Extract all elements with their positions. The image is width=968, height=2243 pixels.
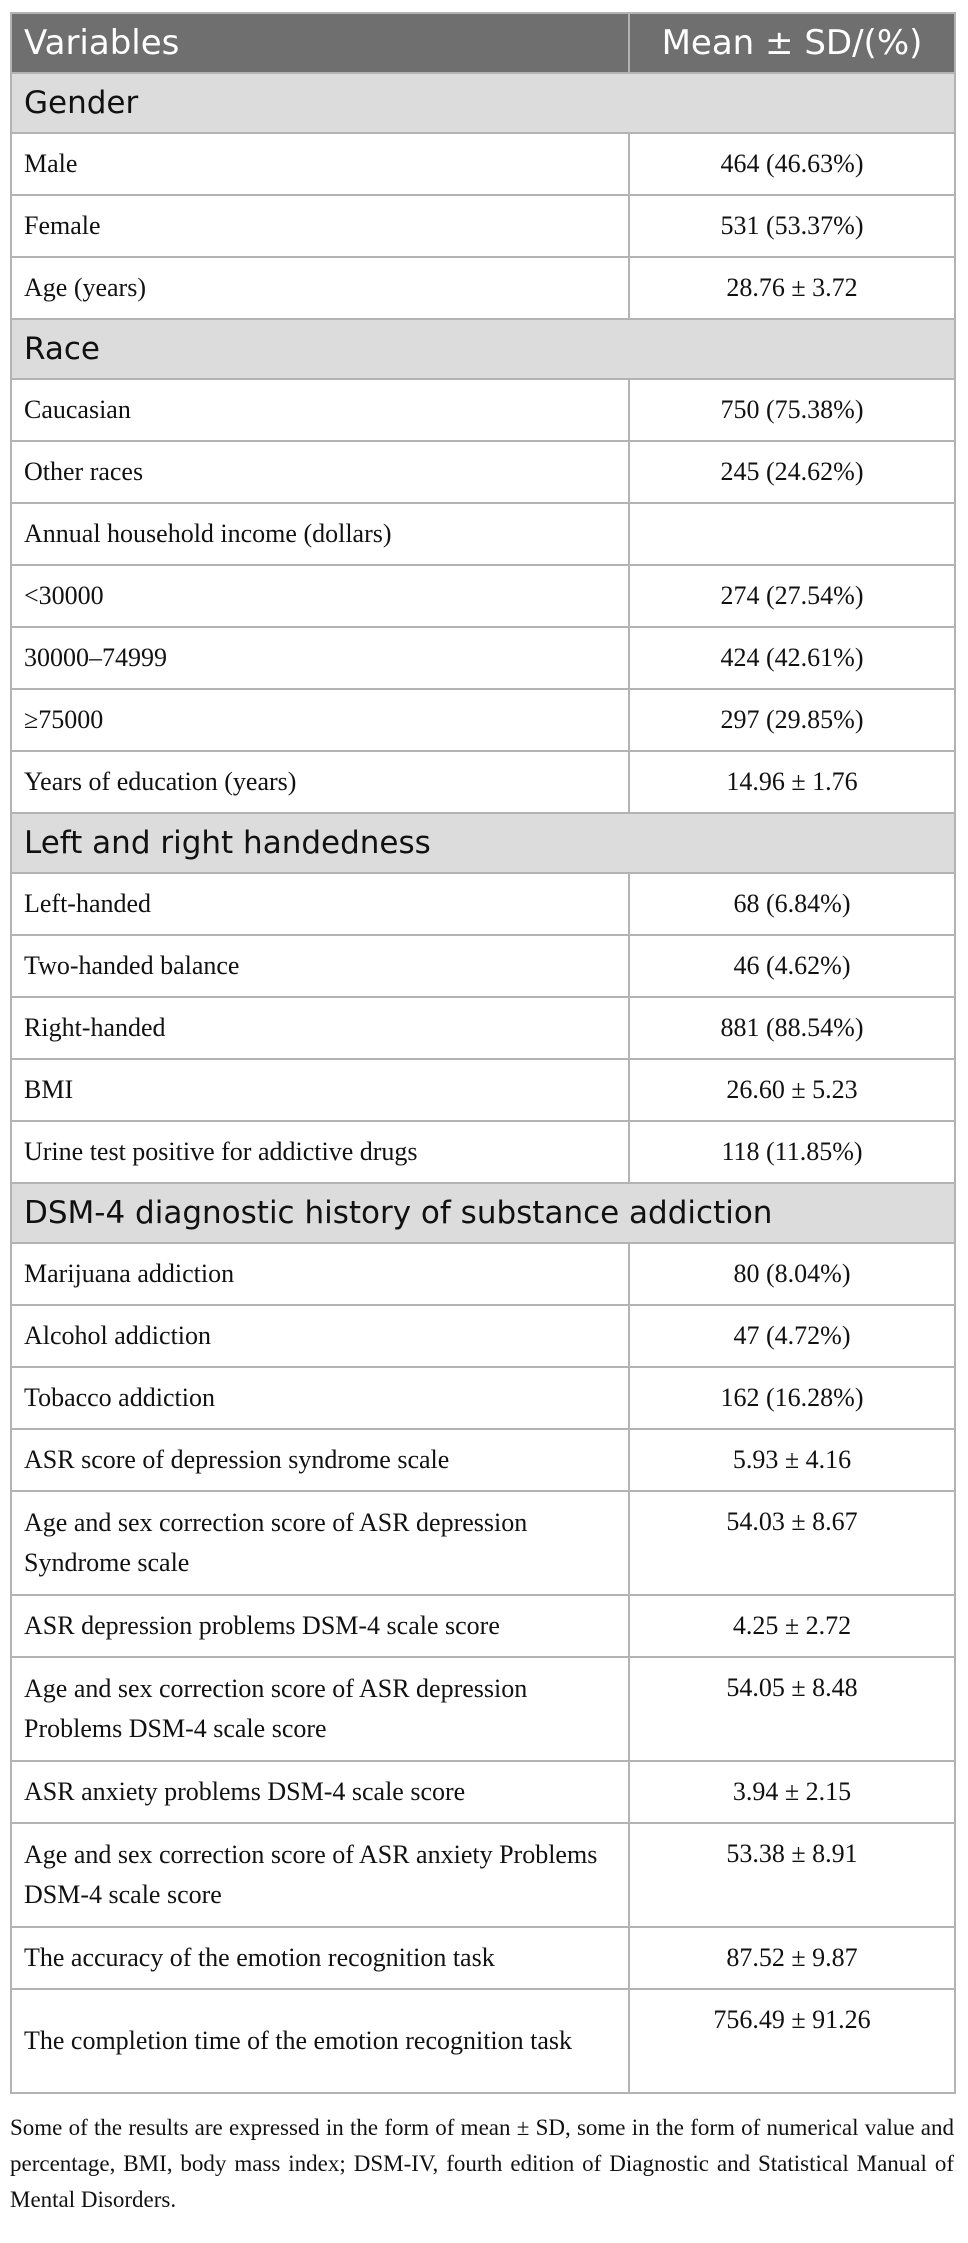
section-row: [11, 813, 955, 873]
table-row: [11, 1121, 955, 1183]
section-row: [11, 319, 955, 379]
table-footnote: Some of the results are expressed in the form of mean ± SD, some in the form of numerical value and percentage, BMI, body mass index; DSM-IV, fourth edition of Diagnostic and Statistical Manual of Mental Disorders.: [10, 2115, 954, 2212]
variable-value: 54.05 ± 8.48: [629, 1657, 955, 1761]
variable-label: Urine test positive for addictive drugs: [11, 1121, 629, 1183]
variable-value: 881 (88.54%): [629, 997, 955, 1059]
variable-label: Tobacco addiction: [11, 1367, 629, 1429]
variable-label: Alcohol addiction: [11, 1305, 629, 1367]
table-row: [11, 1305, 955, 1367]
table-row: [11, 997, 955, 1059]
table-row: [11, 441, 955, 503]
table-row: [11, 1989, 955, 2093]
variable-value: 756.49 ± 91.26: [629, 1989, 955, 2093]
table-row: [11, 873, 955, 935]
variable-value: 4.25 ± 2.72: [629, 1595, 955, 1657]
variable-label: 30000–74999: [11, 627, 629, 689]
variable-value: 297 (29.85%): [629, 689, 955, 751]
variable-label: Age and sex correction score of ASR anxiety Problems DSM-4 scale score: [11, 1823, 629, 1927]
variable-value: 424 (42.61%): [629, 627, 955, 689]
table-row: [11, 257, 955, 319]
table-row: [11, 1059, 955, 1121]
table-row: [11, 1595, 955, 1657]
table-container: [10, 12, 954, 2094]
variable-label: Caucasian: [11, 379, 629, 441]
variable-label: Male: [11, 133, 629, 195]
variable-label: Right-handed: [11, 997, 629, 1059]
variable-value: 47 (4.72%): [629, 1305, 955, 1367]
header-mean-sd: Mean ± SD/(%): [629, 13, 955, 73]
table-row: [11, 689, 955, 751]
variable-value: 118 (11.85%): [629, 1121, 955, 1183]
variable-value: 245 (24.62%): [629, 441, 955, 503]
variable-value: 53.38 ± 8.91: [629, 1823, 955, 1927]
header-variables: Variables: [11, 13, 629, 73]
variable-label: ASR anxiety problems DSM-4 scale score: [11, 1761, 629, 1823]
section-row: [11, 73, 955, 133]
section-label: Race: [11, 319, 955, 379]
data-table: [10, 12, 956, 2094]
section-label: Gender: [11, 73, 955, 133]
variable-label: Annual household income (dollars): [11, 503, 629, 565]
variable-label: Age and sex correction score of ASR depression Problems DSM-4 scale score: [11, 1657, 629, 1761]
table-row: [11, 1823, 955, 1927]
variable-label: BMI: [11, 1059, 629, 1121]
table-header-row: [11, 13, 955, 73]
variable-label: Age (years): [11, 257, 629, 319]
table-row: [11, 133, 955, 195]
variable-label: Female: [11, 195, 629, 257]
table-body: [11, 73, 955, 2093]
variable-value: 80 (8.04%): [629, 1243, 955, 1305]
variable-value: 46 (4.62%): [629, 935, 955, 997]
variable-value: 14.96 ± 1.76: [629, 751, 955, 813]
section-label: Left and right handedness: [11, 813, 955, 873]
variable-label: ASR depression problems DSM-4 scale score: [11, 1595, 629, 1657]
variable-label: Two-handed balance: [11, 935, 629, 997]
variable-label: Age and sex correction score of ASR depression Syndrome scale: [11, 1491, 629, 1595]
table-row: [11, 1429, 955, 1491]
table-row: [11, 1367, 955, 1429]
variable-label: Other races: [11, 441, 629, 503]
table-row: [11, 751, 955, 813]
variable-value: 26.60 ± 5.23: [629, 1059, 955, 1121]
variable-value: 54.03 ± 8.67: [629, 1491, 955, 1595]
variable-value: 464 (46.63%): [629, 133, 955, 195]
variable-value: 68 (6.84%): [629, 873, 955, 935]
variable-value: 87.52 ± 9.87: [629, 1927, 955, 1989]
variable-value: 3.94 ± 2.15: [629, 1761, 955, 1823]
variable-label: Left-handed: [11, 873, 629, 935]
table-row: [11, 1491, 955, 1595]
table-row: [11, 565, 955, 627]
table-row: [11, 195, 955, 257]
variable-value: [629, 503, 955, 565]
variable-label: The accuracy of the emotion recognition task: [11, 1927, 629, 1989]
variable-value: 531 (53.37%): [629, 195, 955, 257]
table-row: [11, 1657, 955, 1761]
section-label: DSM-4 diagnostic history of substance addiction: [11, 1183, 955, 1243]
table-row: [11, 1927, 955, 1989]
table-row: [11, 1761, 955, 1823]
variable-label: Marijuana addiction: [11, 1243, 629, 1305]
table-row: [11, 503, 955, 565]
table-row: [11, 935, 955, 997]
variable-value: 28.76 ± 3.72: [629, 257, 955, 319]
table-row: [11, 627, 955, 689]
variable-value: 162 (16.28%): [629, 1367, 955, 1429]
variable-label: The completion time of the emotion recognition task: [11, 1989, 629, 2093]
variable-value: 274 (27.54%): [629, 565, 955, 627]
variable-value: 750 (75.38%): [629, 379, 955, 441]
variable-label: ASR score of depression syndrome scale: [11, 1429, 629, 1491]
variable-label: Years of education (years): [11, 751, 629, 813]
table-row: [11, 1243, 955, 1305]
variable-label: ≥75000: [11, 689, 629, 751]
table-row: [11, 379, 955, 441]
variable-value: 5.93 ± 4.16: [629, 1429, 955, 1491]
section-row: [11, 1183, 955, 1243]
variable-label: <30000: [11, 565, 629, 627]
